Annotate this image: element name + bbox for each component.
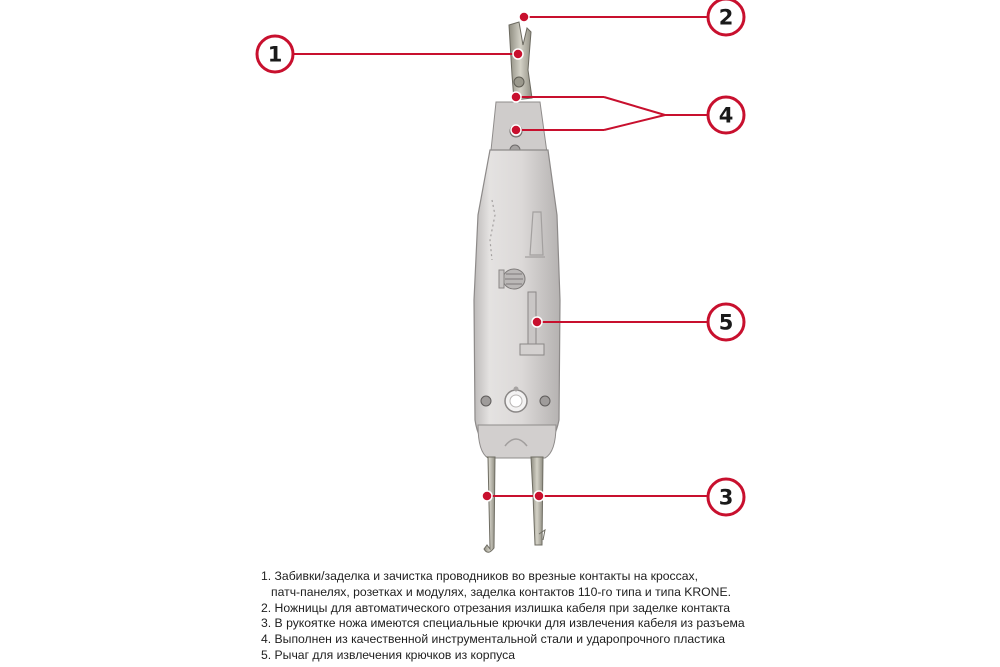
legend-item-5: 5. Рычаг для извлечения крючков из корпуса <box>261 647 516 662</box>
legend-item-2: 2. Ножницы для автоматического отрезания излишка кабеля при заделке контакта <box>261 600 731 615</box>
feature-legend <box>261 569 781 664</box>
callout-dot-5 <box>532 317 542 327</box>
callout-badge-5 <box>708 304 744 340</box>
callout-badge-3 <box>708 479 744 515</box>
svg-text:2: 2 <box>718 5 734 30</box>
svg-text:1: 1 <box>267 42 283 67</box>
svg-text:3: 3 <box>718 485 734 510</box>
svg-text:4: 4 <box>718 103 734 128</box>
hooks <box>484 457 545 552</box>
svg-text:5: 5 <box>718 310 734 335</box>
callout-dot-3a <box>482 491 492 501</box>
callout-dot-3b <box>534 491 544 501</box>
legend-item-3: 3. В рукоятке ножа имеются специальные крючки для извлечения кабеля из разъема <box>261 616 745 631</box>
callout-badge-1 <box>257 36 293 72</box>
callout-dot-1 <box>513 49 523 59</box>
blade <box>509 22 532 100</box>
legend-item-4: 4. Выполнен из качественной инструментальной стали и ударопрочного пластика <box>261 632 726 647</box>
callout-dot-4a <box>511 92 521 102</box>
callout-badge-4 <box>708 97 744 133</box>
callout-dot-2 <box>519 12 529 22</box>
legend-item-1-line-2: патч-панелях, розетках и модулях, заделка контактов 110-го типа и типа KRONE. <box>271 584 731 599</box>
thumb-wheel <box>499 269 525 289</box>
callout-dot-4b <box>511 125 521 135</box>
tool-bottom-cap <box>478 425 556 458</box>
legend-item-1 <box>261 569 781 601</box>
legend-item-1-line-1: 1. Забивки/заделка и зачистка проводников во врезные контакты на кроссах, <box>261 569 698 583</box>
callout-badge-2 <box>708 0 744 35</box>
